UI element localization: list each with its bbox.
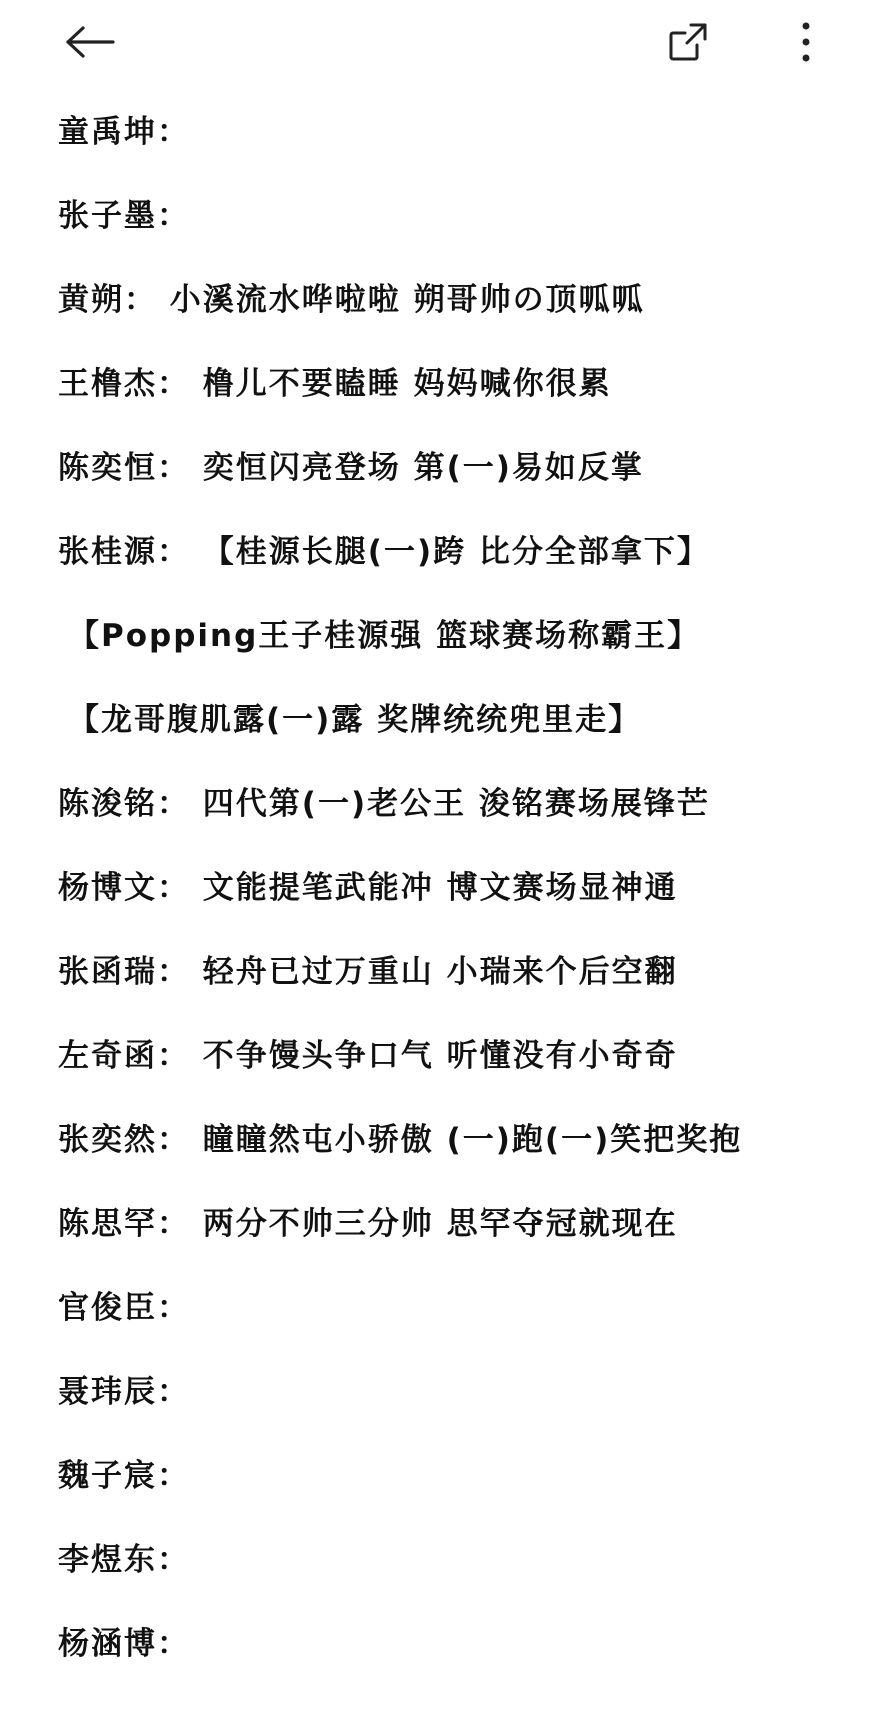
slogan-text: 小溪流水哗啦啦 朔哥帅の顶呱呱 bbox=[157, 282, 645, 318]
external-share-icon bbox=[667, 21, 709, 63]
person-name: 官俊臣 bbox=[58, 1290, 157, 1326]
person-name: 童禹坤 bbox=[58, 114, 157, 150]
separator: ： bbox=[157, 1542, 190, 1578]
back-button[interactable] bbox=[58, 14, 122, 70]
separator: ： bbox=[157, 1122, 190, 1158]
more-options-button[interactable] bbox=[786, 14, 826, 70]
top-toolbar bbox=[0, 0, 891, 90]
person-name: 张函瑞 bbox=[58, 954, 157, 990]
message-text-block bbox=[58, 110, 878, 1706]
person-name: 陈奕恒 bbox=[58, 450, 157, 486]
text-line bbox=[58, 1034, 878, 1118]
text-line bbox=[58, 194, 878, 278]
person-name: 杨涵博 bbox=[58, 1626, 157, 1662]
text-line bbox=[58, 278, 878, 362]
text-line bbox=[58, 446, 878, 530]
text-line bbox=[58, 530, 878, 614]
separator: ： bbox=[157, 534, 190, 570]
text-line bbox=[58, 1202, 878, 1286]
text-line bbox=[58, 1370, 878, 1454]
separator: ： bbox=[157, 786, 190, 822]
text-line bbox=[58, 362, 878, 446]
text-line bbox=[58, 866, 878, 950]
share-button[interactable] bbox=[660, 14, 716, 70]
slogan-text: 【龙哥腹肌露(一)露 奖牌统统兜里走】 bbox=[68, 702, 642, 738]
text-line bbox=[58, 1454, 878, 1538]
separator: ： bbox=[157, 870, 190, 906]
separator: ： bbox=[157, 954, 190, 990]
person-name: 魏子宸 bbox=[58, 1458, 157, 1494]
person-name: 张奕然 bbox=[58, 1122, 157, 1158]
text-line bbox=[58, 1286, 878, 1370]
slogan-text: 两分不帅三分帅 思罕夺冠就现在 bbox=[190, 1206, 678, 1242]
person-name: 王橹杰 bbox=[58, 366, 157, 402]
person-name: 陈思罕 bbox=[58, 1206, 157, 1242]
slogan-text: 文能提笔武能冲 博文赛场显神通 bbox=[190, 870, 678, 906]
separator: ： bbox=[157, 198, 190, 234]
text-line bbox=[58, 950, 878, 1034]
arrow-left-icon bbox=[65, 26, 115, 58]
separator: ： bbox=[157, 366, 190, 402]
slogan-text: 瞳瞳然屯小骄傲 (一)跑(一)笑把奖抱 bbox=[190, 1122, 743, 1158]
slogan-text: 【桂源长腿(一)跨 比分全部拿下】 bbox=[190, 534, 710, 570]
slogan-text: 不争馒头争口气 听懂没有小奇奇 bbox=[190, 1038, 678, 1074]
separator: ： bbox=[157, 1374, 190, 1410]
separator: ： bbox=[157, 1038, 190, 1074]
separator: ： bbox=[157, 1290, 190, 1326]
separator: ： bbox=[157, 1626, 190, 1662]
text-line bbox=[58, 1118, 878, 1202]
person-name: 聂玮辰 bbox=[58, 1374, 157, 1410]
separator: ： bbox=[124, 282, 157, 318]
slogan-text: 橹儿不要瞌睡 妈妈喊你很累 bbox=[190, 366, 612, 402]
person-name: 黄朔 bbox=[58, 282, 124, 318]
slogan-text: 奕恒闪亮登场 第(一)易如反掌 bbox=[190, 450, 644, 486]
separator: ： bbox=[157, 1458, 190, 1494]
person-name: 杨博文 bbox=[58, 870, 157, 906]
separator: ： bbox=[157, 114, 190, 150]
slogan-text: 四代第(一)老公王 浚铭赛场展锋芒 bbox=[190, 786, 710, 822]
person-name: 张桂源 bbox=[58, 534, 157, 570]
person-name: 张子墨 bbox=[58, 198, 157, 234]
slogan-text: 【Popping王子桂源强 篮球赛场称霸王】 bbox=[68, 618, 701, 654]
text-line bbox=[58, 698, 878, 782]
text-line bbox=[58, 614, 878, 698]
text-line bbox=[58, 1538, 878, 1622]
text-line bbox=[58, 110, 878, 194]
slogan-text: 轻舟已过万重山 小瑞来个后空翻 bbox=[190, 954, 678, 990]
text-line bbox=[58, 1622, 878, 1706]
person-name: 李煜东 bbox=[58, 1542, 157, 1578]
separator: ： bbox=[157, 450, 190, 486]
more-vertical-icon bbox=[800, 21, 812, 63]
separator: ： bbox=[157, 1206, 190, 1242]
text-line bbox=[58, 782, 878, 866]
person-name: 左奇函 bbox=[58, 1038, 157, 1074]
person-name: 陈浚铭 bbox=[58, 786, 157, 822]
